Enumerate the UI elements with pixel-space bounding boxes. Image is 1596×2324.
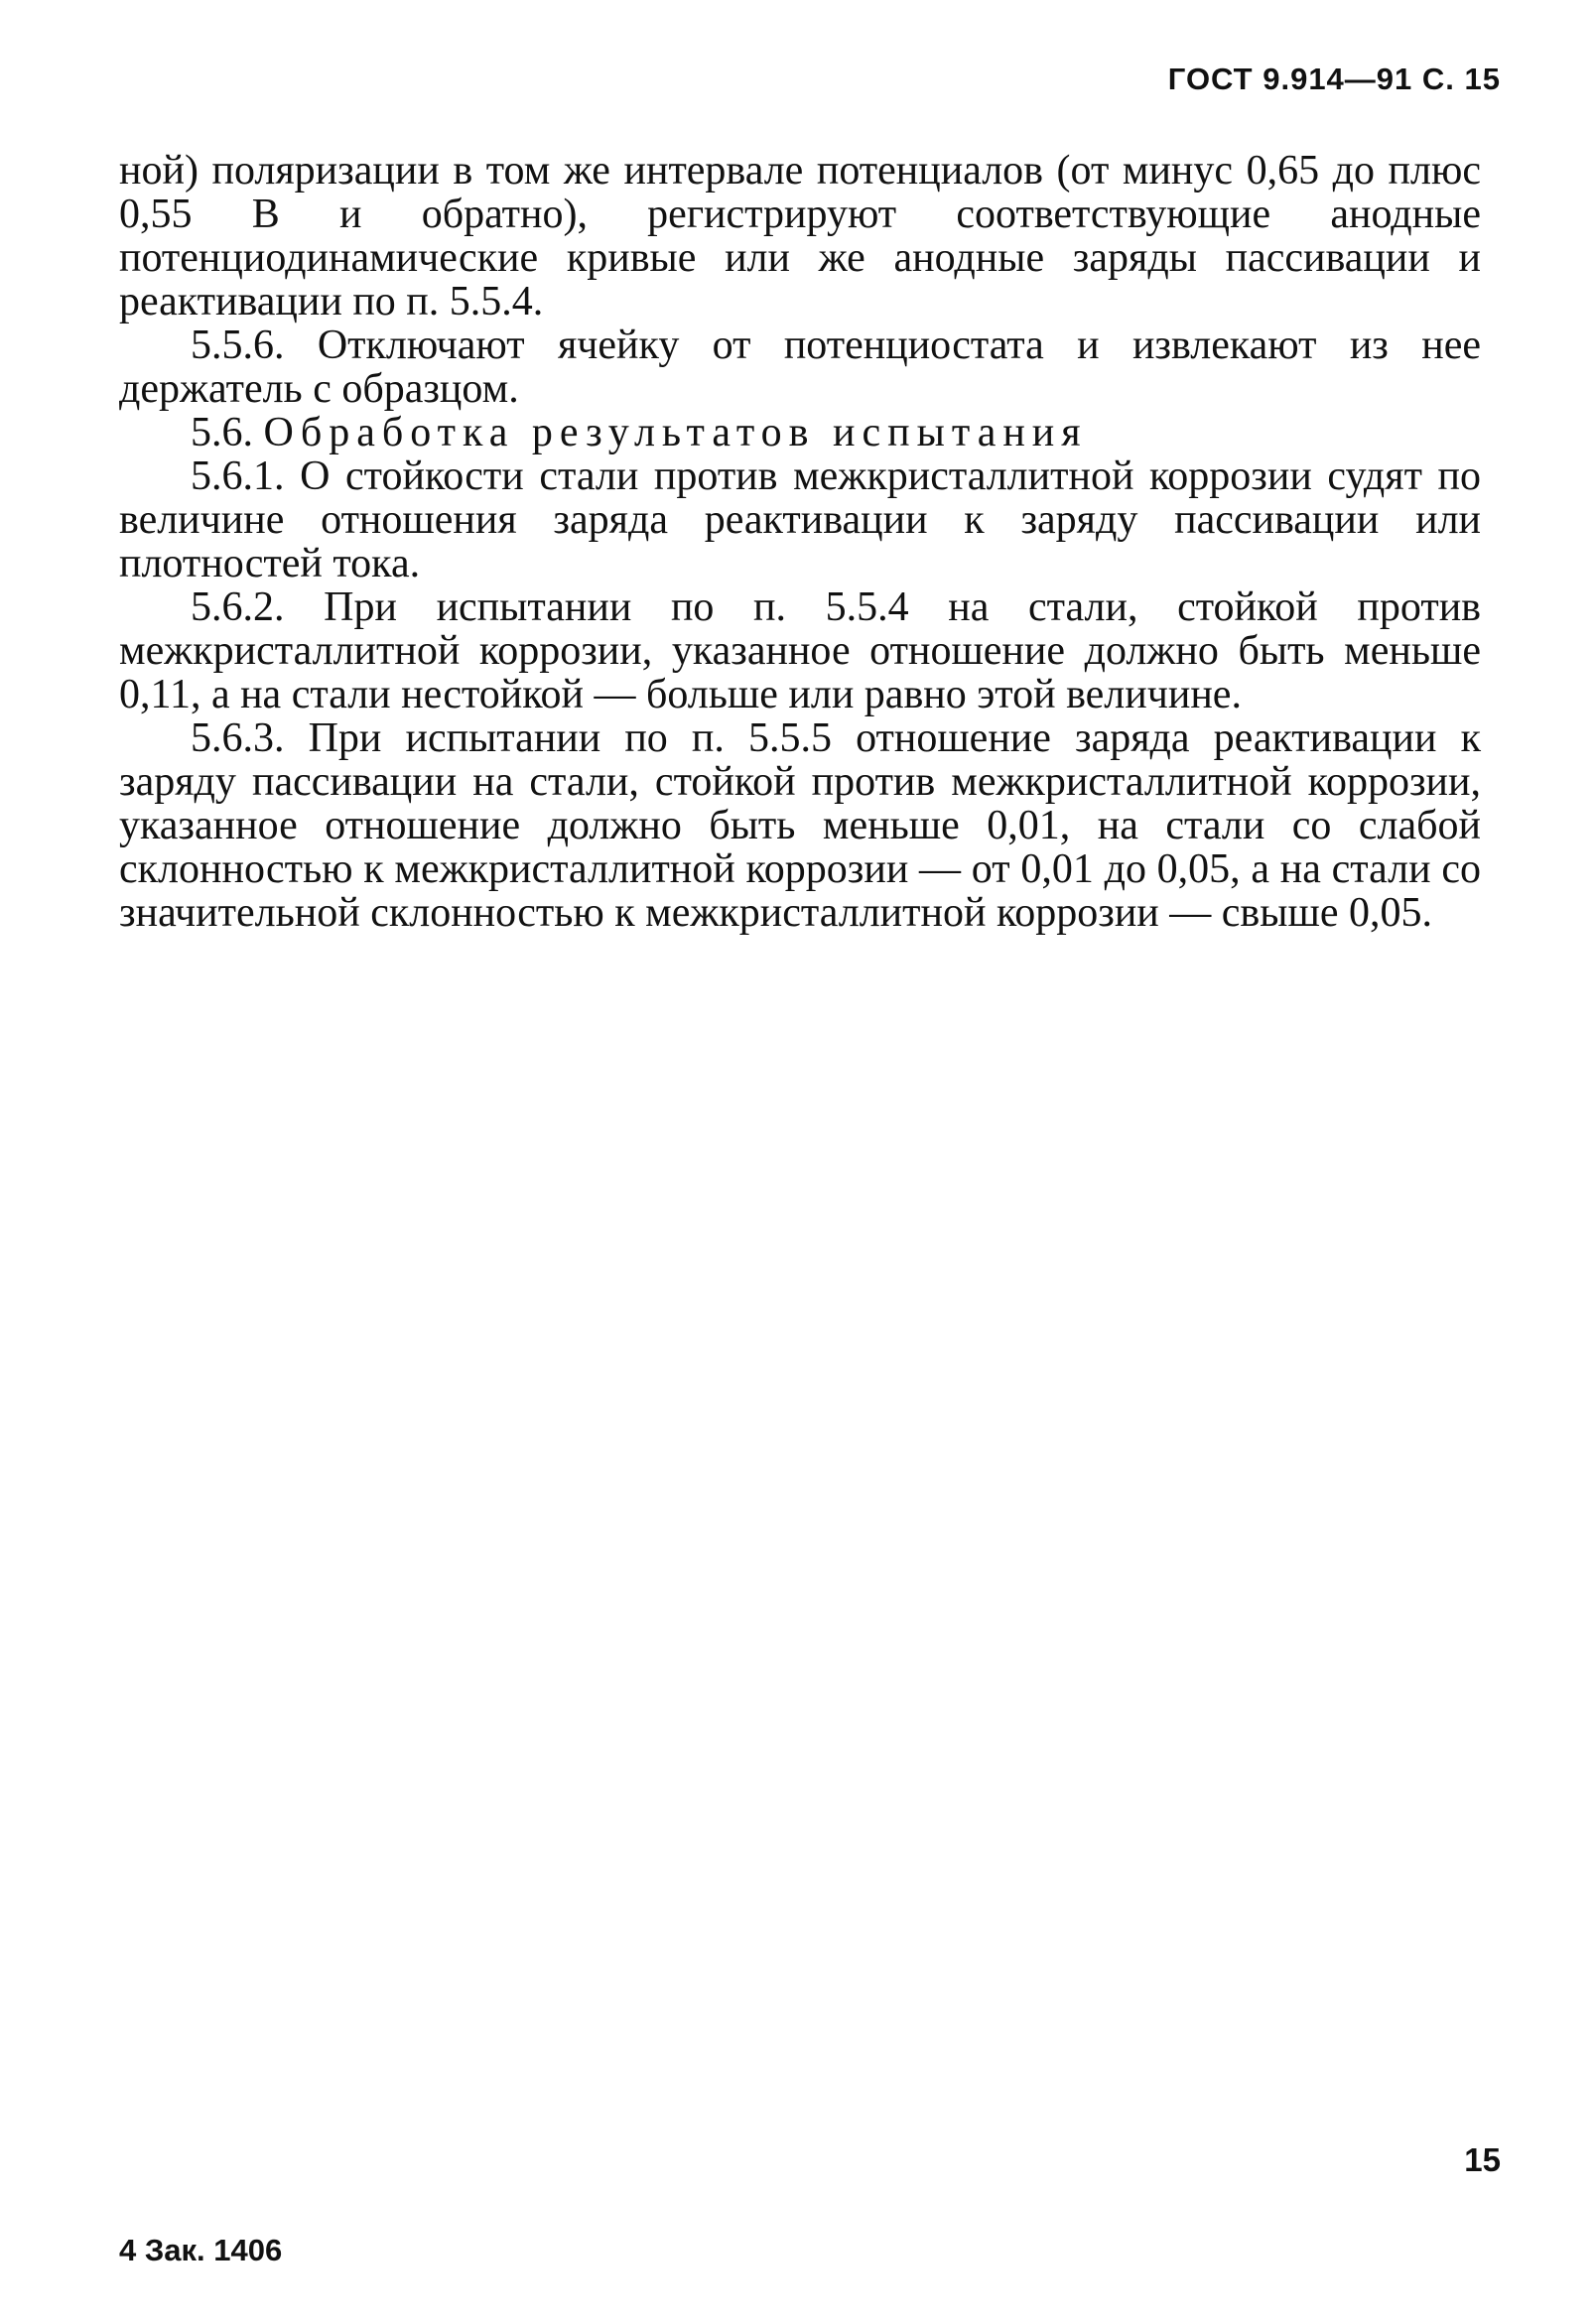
section-heading-title: Обработка результатов испытания [263,410,1088,455]
section-heading-5-6 [119,411,1481,454]
paragraph-5-6-1: 5.6.1. О стойкости стали против межкристаллитной коррозии судят по величине отношения заряда реактивации к заряду пассивации или плотностей тока. [119,453,1481,586]
running-header: ГОСТ 9.914—91 С. 15 [1167,62,1501,96]
paragraph-5-6-2: 5.6.2. При испытании по п. 5.5.4 на стали, стойкой против межкристаллитной коррозии, указанное отношение должно быть меньше 0,11, а на стали нестойкой — больше или равно этой величине. [119,584,1481,717]
print-order-mark: 4 Зак. 1406 [119,2233,283,2267]
paragraph-5-5-6: 5.5.6. Отключают ячейку от потенциостата и извлекают из нее держатель с образцом. [119,323,1481,412]
section-heading-number: 5.6. [191,410,253,455]
paragraph-continuation: ной) поляризации в том же интервале потенциалов (от минус 0,65 до плюс 0,55 В и обратно), регистрируют соответствующие анодные потенциодинамические кривые или же анодные заряды пассивации и реактивации по п. 5.5.4. [119,148,1481,324]
main-text [119,149,1481,935]
paragraph-5-6-3: 5.6.3. При испытании по п. 5.5.5 отношение заряда реактивации к заряду пассивации на стали, стойкой против межкристаллитной коррозии, указанное отношение должно быть меньше 0,01, на стали со слабой склонностью к межкристаллитной коррозии — от 0,01 до 0,05, а на стали со значительной склонностью к межкристаллитной коррозии — свыше 0,05. [119,715,1481,936]
page-number: 15 [1464,2141,1501,2178]
